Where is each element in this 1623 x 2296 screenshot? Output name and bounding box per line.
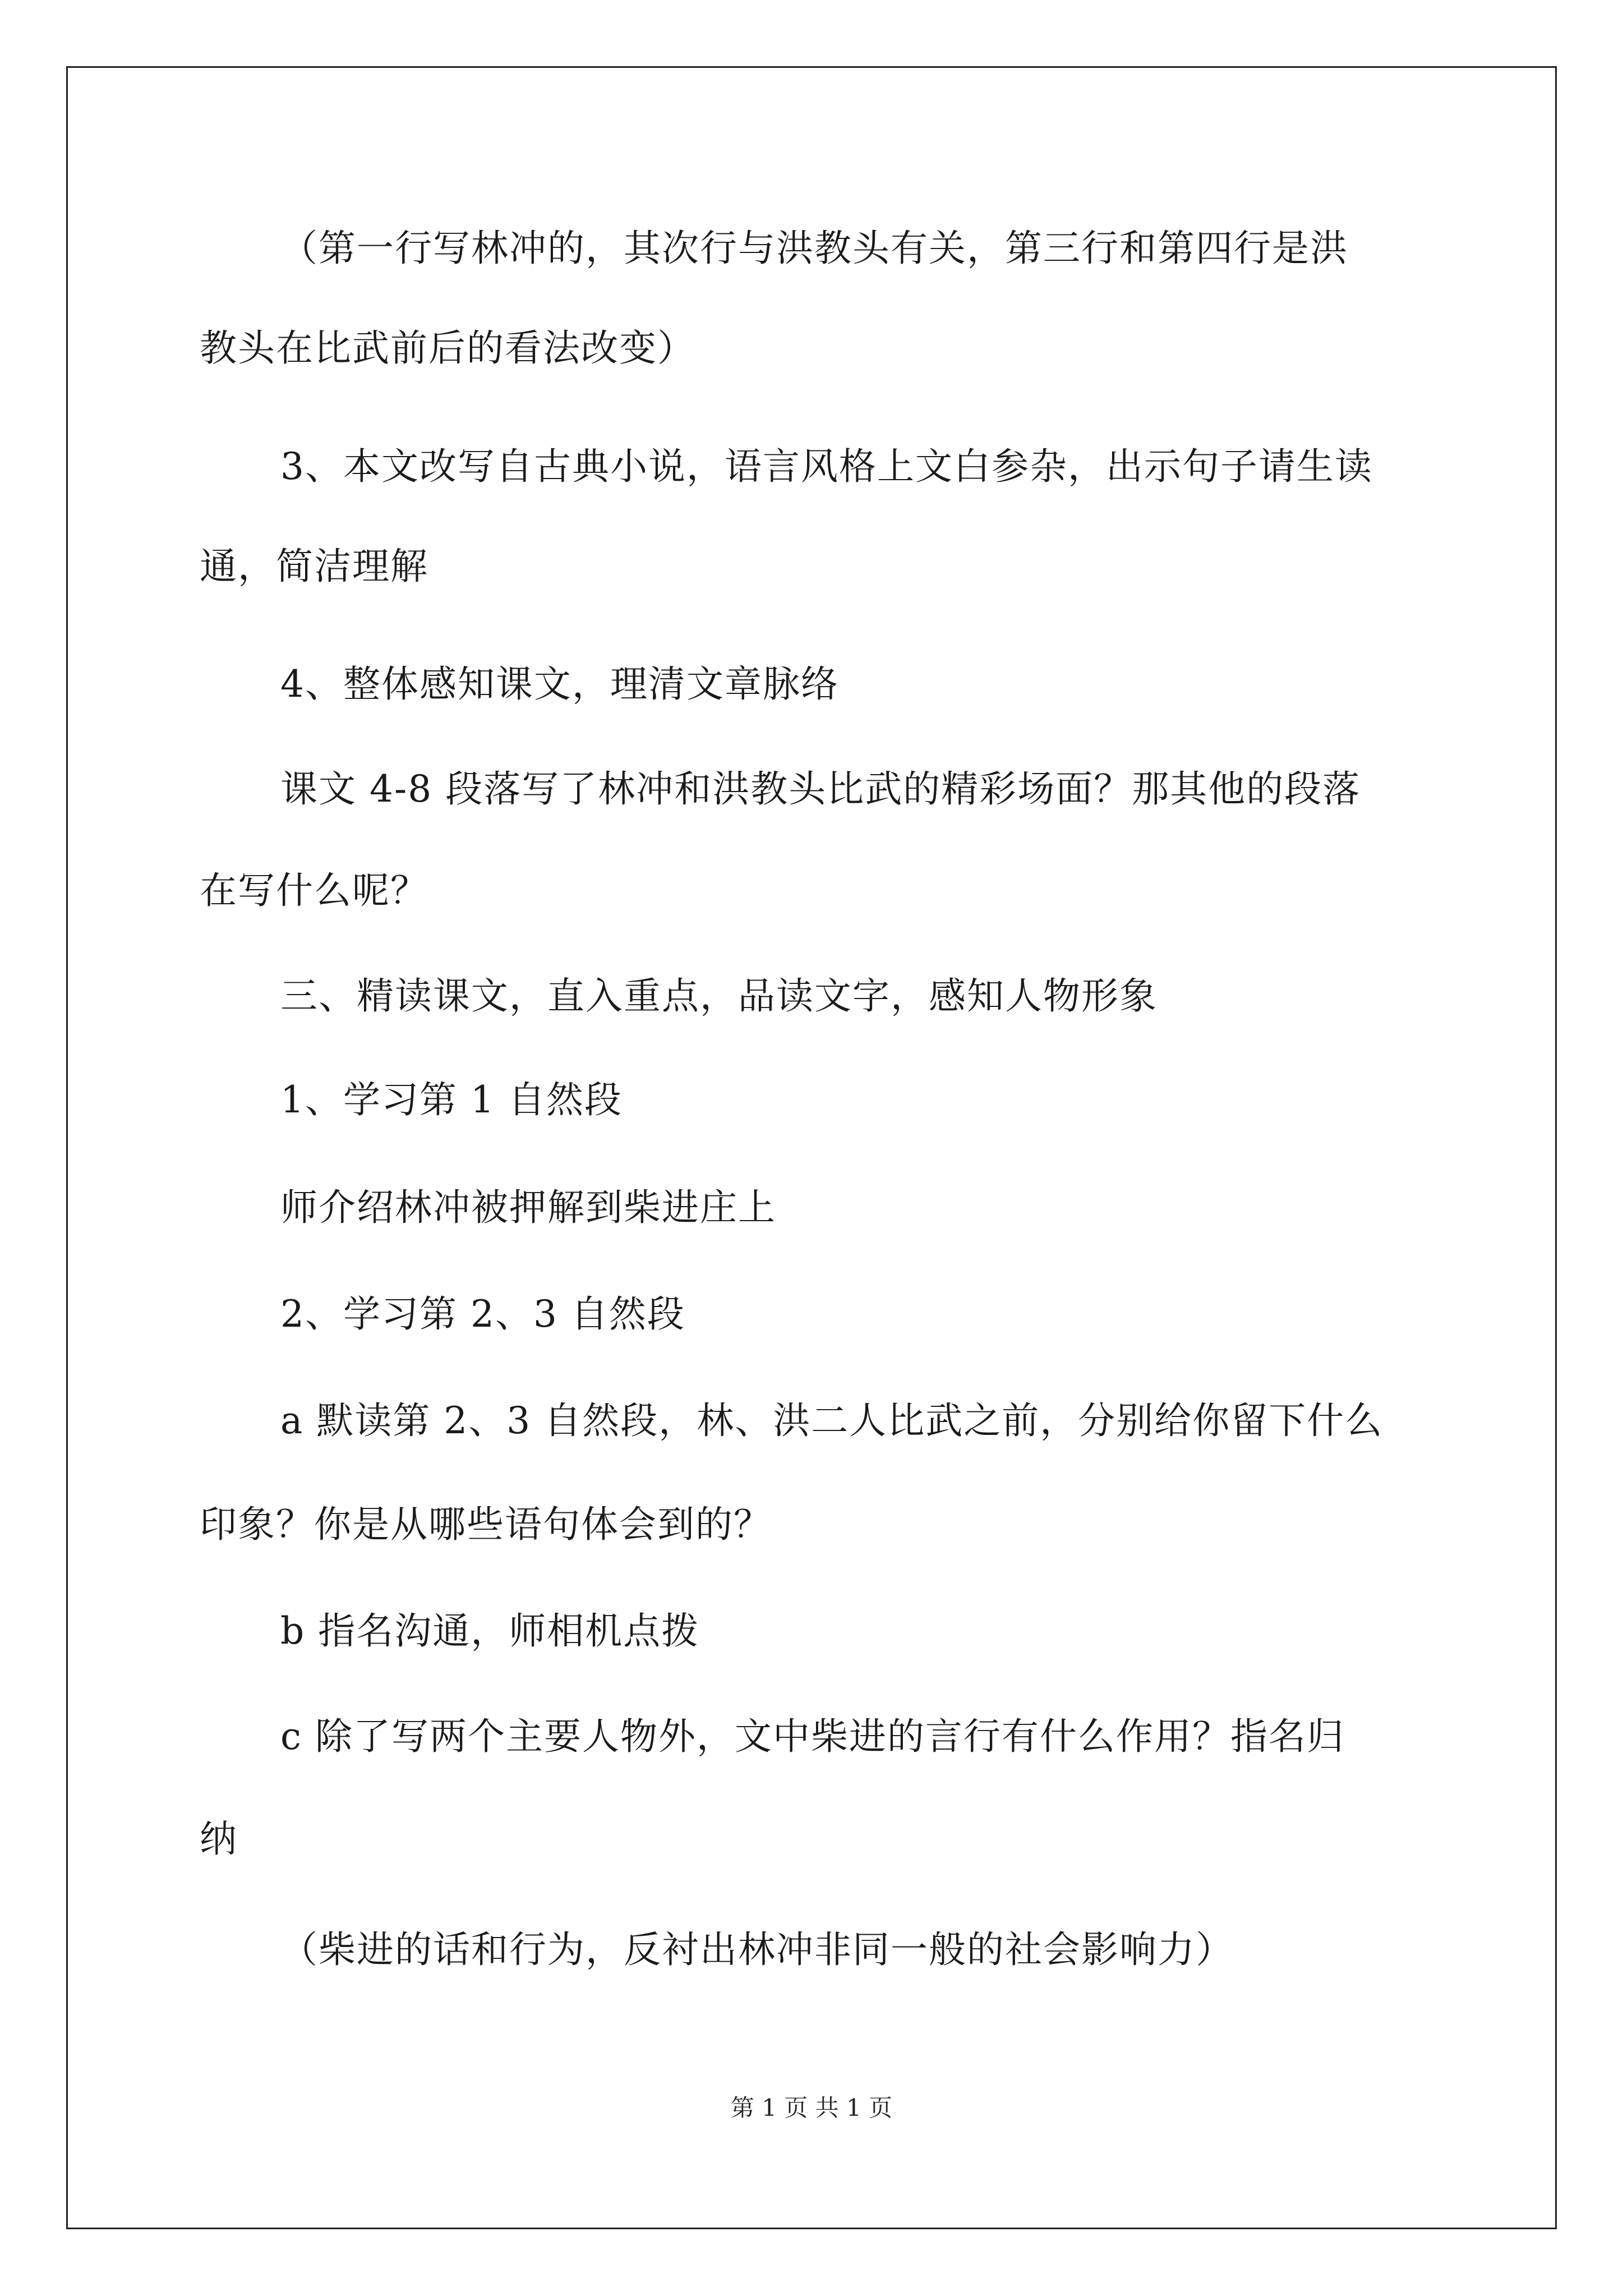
paragraph-line: a 默读第 2、3 自然段，林、洪二人比武之前，分别给你留下什么: [280, 1399, 1384, 1442]
paragraph-line: 纳: [200, 1818, 238, 1861]
paragraph-line: （第一行写林冲的，其次行与洪教头有关，第三行和第四行是洪: [280, 227, 1348, 270]
section-heading: 三、精读课文，直入重点，品读文字，感知人物形象: [280, 974, 1158, 1018]
paragraph-line: 通，简洁理解: [200, 545, 428, 588]
paragraph-line: c 除了写两个主要人物外，文中柴进的言行有什么作用？指名归: [280, 1715, 1345, 1758]
paragraph-line: 2、学习第 2、3 自然段: [280, 1292, 685, 1336]
paragraph-line: 师介绍林冲被押解到柴进庄上: [280, 1186, 776, 1229]
page-number-footer: 第 1 页 共 1 页: [730, 2094, 893, 2122]
paragraph-line: 印象？你是从哪些语句体会到的？: [200, 1503, 772, 1546]
paragraph-line: 在写什么呢？: [200, 869, 428, 912]
paragraph-line: （柴进的话和行为，反衬出林冲非同一般的社会影响力）: [280, 1928, 1234, 1971]
paragraph-line: 3、本文改写自古典小说，语言风格上文白参杂，出示句子请生读: [280, 445, 1373, 488]
paragraph-line: b 指名沟通，师相机点拨: [280, 1609, 700, 1653]
paragraph-line: 课文 4-8 段落写了林冲和洪教头比武的精彩场面？那其他的段落: [280, 767, 1361, 811]
paragraph-line: 4、整体感知课文，理清文章脉络: [280, 662, 839, 706]
paragraph-line: 1、学习第 1 自然段: [280, 1078, 623, 1121]
page-border: [66, 66, 1557, 2229]
paragraph-line: 教头在比武前后的看法改变）: [200, 326, 695, 370]
